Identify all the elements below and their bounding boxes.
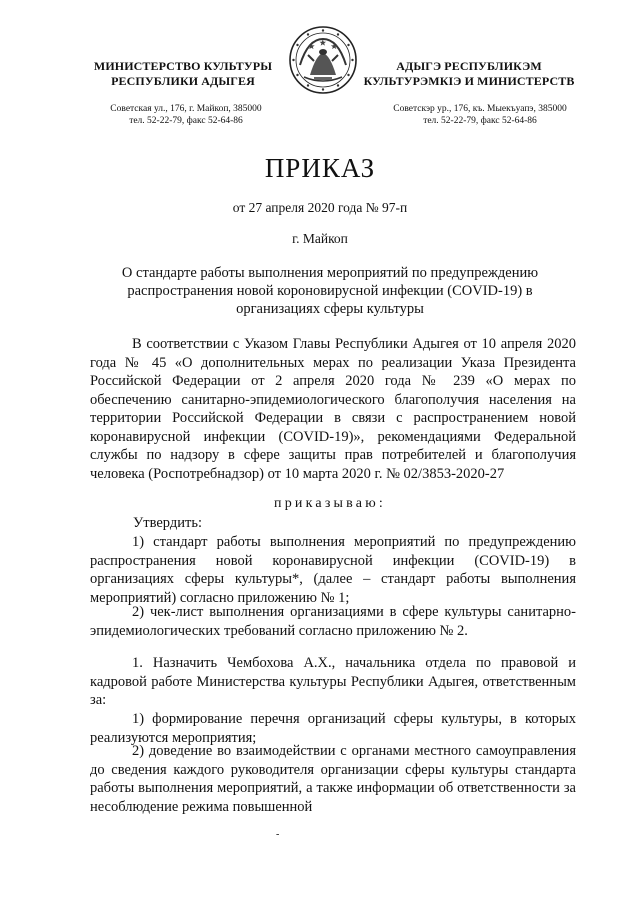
approve-heading: Утвердить: (133, 515, 202, 531)
page-mark: - (276, 829, 280, 840)
point-1-paragraph: 1. Назначить Чембохова А.Х., начальника отдела по правовой и кадровой работе Министерства культуры Республики Адыгея, ответственным за: (90, 655, 576, 708)
right-address (385, 103, 575, 127)
adygea-coat-of-arms-icon (288, 25, 358, 95)
approve-item-2: 2) чек-лист выполнения организациями в сфере культуры санитарно-эпидемиологических требований согласно приложению № 2. (90, 604, 576, 639)
right-org-line-2: КУЛЬТУРЭМКIЭ И МИНИСТЕРСТВ (363, 74, 575, 88)
right-org-name (358, 59, 580, 89)
order-subject: О стандарте работы выполнения мероприятий по предупреждению распространения новой короновирусной инфекции (COVID-19) в организациях сферы культуры (121, 265, 539, 317)
subpoint-1: 1) формирование перечня организаций сферы культуры, в которых реализуются мероприятия; (90, 711, 576, 746)
left-org-name (78, 59, 288, 89)
city-line: г. Майкоп (292, 231, 348, 246)
order-date-number: от 27 апреля 2020 года № 97-п (232, 200, 408, 215)
left-org-line-1: МИНИСТЕРСТВО КУЛЬТУРЫ (93, 59, 273, 73)
left-address-line-1: Советская ул., 176, г. Майкоп, 385000 (110, 104, 262, 114)
right-address-line-1: Советскэр ур., 176, къ. Мыекъуапэ, 385000 (393, 104, 567, 114)
document-title: ПРИКАЗ (264, 153, 376, 183)
right-address-line-2: тел. 52-22-79, факс 52-64-86 (423, 116, 537, 126)
left-address (94, 103, 278, 127)
preamble-paragraph: В соответствии с Указом Главы Республики Адыгея от 10 апреля 2020 года № 45 «О дополнительных мерах по реализации Указа Президента Российской Федерации от 2 апреля 2020 года № 239 «О мерах по обеспечению санитарно-эпидемиологического благополучия населения на территории Российской Федерации в связи с распространением новой коронавирусной инфекции (COVID-19)», рекомендациями Федеральной службы по надзору в сфере защиты прав потребителей и благополучия человека (Роспотребнадзор) от 10 марта 2020 г. № 02/3853-2020-27 (90, 336, 576, 482)
subpoint-2: 2) доведение во взаимодействии с органами местного самоуправления до сведения каждого руководителя организации сферы культуры стандарта работы выполнения мероприятий, а также информации об ответственности за несоблюдение режима повышенной (90, 743, 576, 815)
approve-item-1: 1) стандарт работы выполнения мероприятий по предупреждению распространения новой коронавирусной инфекции (COVID-19) в организациях сферы культуры*, (далее – стандарт работы выполнения мероприятий) согласно приложению № 1; (90, 534, 576, 606)
left-address-line-2: тел. 52-22-79, факс 52-64-86 (129, 116, 243, 126)
order-word: приказываю: (274, 496, 386, 511)
right-org-line-1: АДЫГЭ РЕСПУБЛИКЭМ (396, 59, 542, 73)
left-org-line-2: РЕСПУБЛИКИ АДЫГЕЯ (111, 74, 255, 88)
